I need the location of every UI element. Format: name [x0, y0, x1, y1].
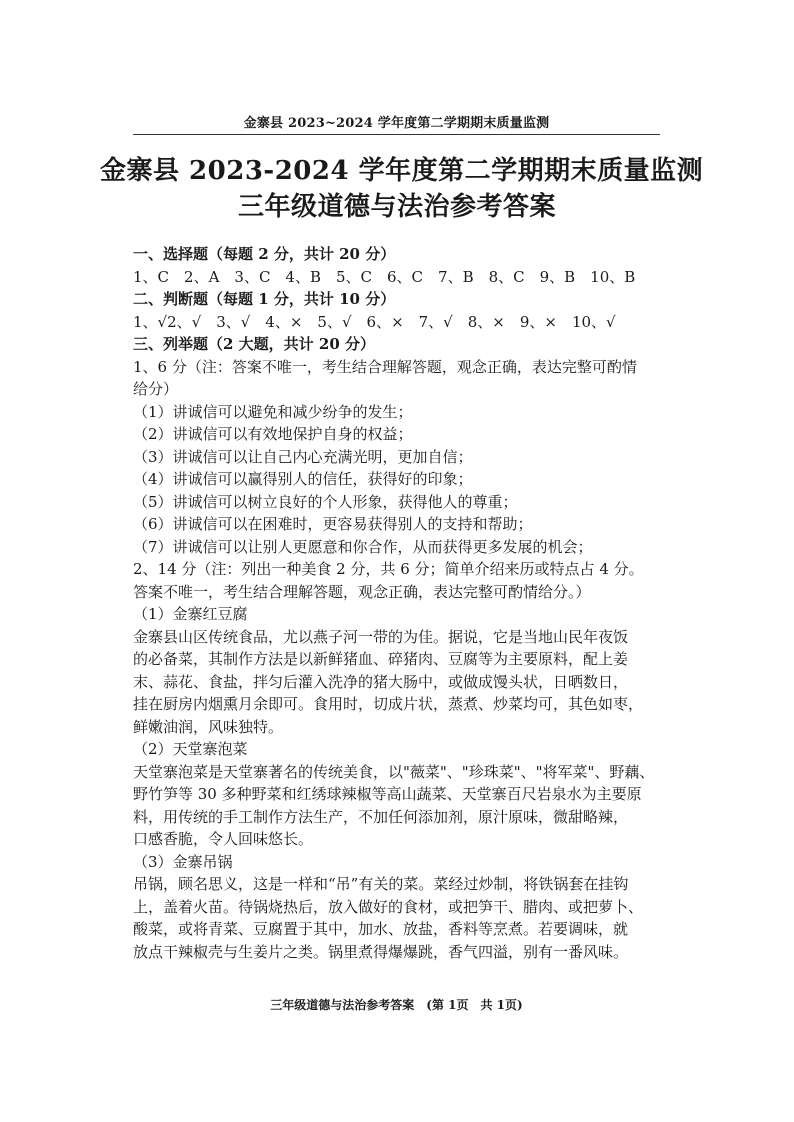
answer-point: （5）讲诚信可以树立良好的个人形象，获得他人的尊重；: [133, 492, 518, 511]
dish-heading: （2）天堂寨泡菜: [133, 740, 248, 758]
answer-point: （2）讲诚信可以有效地保护自身的权益；: [133, 425, 413, 443]
question-1-note-cont: 给分）: [133, 380, 179, 398]
dish-heading: （1）金寨红豆腐: [133, 605, 248, 623]
running-header: 金寨县 2023~2024 学年度第二学期期末质量监测: [243, 116, 550, 131]
section-heading-choice: 一、选择题（每题 2 分，共计 20 分）: [133, 245, 396, 263]
dish-description: 的必备菜，其制作方法是以新鲜猪血、碎猪肉、豆腐等为主要原料，配上姜: [133, 650, 629, 668]
section-heading-listing: 三、列举题（2 大题，共计 20 分）: [133, 335, 375, 353]
question-1-note: 1、6 分（注：答案不唯一，考生结合理解答题，观念正确，表达完整可酌情: [133, 357, 637, 376]
dish-description: 放点干辣椒壳与生姜片之类。锅里煮得爆爆跳，香气四溢，别有一番风味。: [133, 942, 629, 961]
answer-point: （4）讲诚信可以赢得别人的信任，获得好的印象；: [133, 470, 473, 488]
answer-point: （6）讲诚信可以在困难时，更容易获得别人的支持和帮助；: [133, 515, 533, 533]
dish-description: 料，用传统的手工制作方法生产，不加任何添加剂，原汁原味，微甜略辣，: [133, 807, 629, 826]
dish-description: 野竹笋等 30 多种野菜和红绣球辣椒等高山蔬菜、天堂寨百尺岩泉水为主要原: [133, 785, 642, 803]
dish-description: 挂在厨房内烟熏月余即可。食用时，切成片状，蒸煮、炒菜均可，其色如枣，: [133, 695, 644, 713]
dish-description: 天堂寨泡菜是天堂寨著名的传统美食，以"薇菜"、"珍珠菜"、"将军菜"、野藕、: [133, 762, 655, 781]
dish-description: 酸菜，或将青菜、豆腐置于其中，加水、放盐，香料等烹煮。若要调味，就: [133, 920, 629, 938]
question-2-note: 2、14 分（注：列出一种美食 2 分，共 6 分；简单介绍来历或特点占 4 分。: [133, 560, 644, 578]
judgement-answers: 1、√2、√ 3、√ 4、× 5、√ 6、× 7、√ 8、× 9、× 10、√: [133, 312, 616, 331]
dish-description: 金寨县山区传统食品，尤以燕子河一带的为佳。据说，它是当地山民年夜饭: [133, 627, 629, 646]
page-footer: 三年级道德与法治参考答案 (第 1页 共 1页): [270, 998, 523, 1012]
answer-point: （3）讲诚信可以让自己内心充满光明，更加自信；: [133, 447, 473, 466]
answer-point: （1）讲诚信可以避免和减少纷争的发生；: [133, 402, 413, 421]
answer-body: [133, 243, 661, 963]
dish-description: 口感香脆，令人回味悠长。: [133, 830, 314, 848]
choice-answers: 1、C 2、A 3、C 4、B 5、C 6、C 7、B 8、C 9、B 10、B: [133, 267, 636, 286]
document-title-line2: 三年级道德与法治参考答案: [237, 192, 556, 222]
dish-description: 吊锅，顾名思义，这是一样和“吊”有关的菜。菜经过炒制，将铁锅套在挂钩: [133, 875, 629, 893]
dish-description: 上，盖着火苗。待锅烧热后，放入做好的食材，或把笋干、腊肉、或把萝卜、: [133, 897, 644, 916]
document-title-line1: 金寨县 2023-2024 学年度第二学期期末质量监测: [100, 156, 704, 186]
answer-point: （7）讲诚信可以让别人更愿意和你合作，从而获得更多发展的机会；: [133, 537, 593, 556]
dish-description: 鲜嫩油润，风味独特。: [133, 717, 284, 736]
dish-description: 末、蒜花、食盐，拌匀后灌入洗净的猪大肠中，或做成馒头状，日晒数日，: [133, 672, 629, 691]
dish-heading: （3）金寨吊锅: [133, 852, 233, 871]
header-divider: [133, 134, 660, 135]
section-heading-judgement: 二、判断题（每题 1 分，共计 10 分）: [133, 290, 396, 308]
question-2-note-cont: 答案不唯一，考生结合理解答题，观念正确，表达完整可酌情给分。）: [133, 582, 591, 601]
